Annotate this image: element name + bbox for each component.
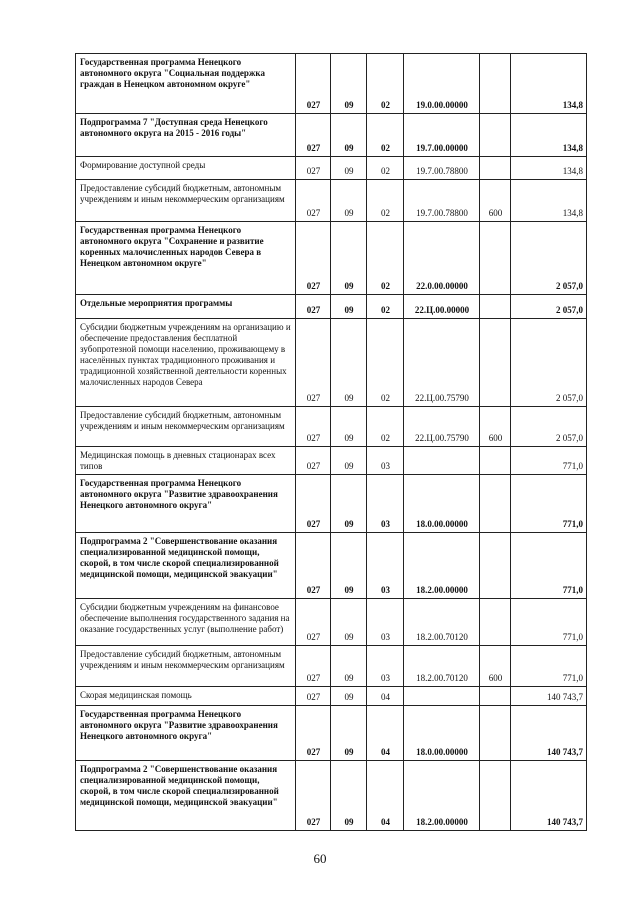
subsection-code: 02 — [367, 222, 404, 295]
ministry-code: 027 — [296, 447, 331, 475]
expense-type: 600 — [480, 180, 511, 222]
row-name: Государственная программа Ненецкого автономного округа "Сохранение и развитие коренных малочисленных народов Севера в Ненецком автономном округе" — [76, 222, 296, 295]
expense-type — [480, 475, 511, 533]
section-code: 09 — [331, 114, 367, 157]
ministry-code: 027 — [296, 533, 331, 599]
ministry-code: 027 — [296, 319, 331, 407]
target-article: 22.0.00.00000 — [404, 222, 480, 295]
ministry-code: 027 — [296, 475, 331, 533]
amount: 771,0 — [511, 475, 587, 533]
target-article — [404, 687, 480, 706]
amount: 140 743,7 — [511, 687, 587, 706]
amount: 2 057,0 — [511, 222, 587, 295]
target-article: 19.7.00.00000 — [404, 114, 480, 157]
subsection-code: 02 — [367, 180, 404, 222]
expense-type — [480, 687, 511, 706]
subsection-code: 02 — [367, 114, 404, 157]
amount: 134,8 — [511, 114, 587, 157]
ministry-code: 027 — [296, 222, 331, 295]
amount: 771,0 — [511, 599, 587, 646]
target-article: 18.2.00.00000 — [404, 533, 480, 599]
subsection-code: 03 — [367, 599, 404, 646]
expense-type — [480, 222, 511, 295]
expense-type — [480, 319, 511, 407]
target-article: 18.2.00.00000 — [404, 761, 480, 831]
row-name: Государственная программа Ненецкого автономного округа "Развитие здравоохранения Ненецкого автономного округа" — [76, 475, 296, 533]
table-row — [76, 157, 587, 180]
budget-table — [75, 53, 587, 831]
row-name: Скорая медицинская помощь — [76, 687, 296, 706]
row-name: Формирование доступной среды — [76, 157, 296, 180]
ministry-code: 027 — [296, 157, 331, 180]
ministry-code: 027 — [296, 646, 331, 687]
amount: 771,0 — [511, 533, 587, 599]
target-article: 18.0.00.00000 — [404, 475, 480, 533]
expense-type: 600 — [480, 407, 511, 447]
expense-type — [480, 157, 511, 180]
table-row — [76, 646, 587, 687]
amount: 2 057,0 — [511, 407, 587, 447]
section-code: 09 — [331, 687, 367, 706]
ministry-code: 027 — [296, 407, 331, 447]
row-name: Предоставление субсидий бюджетным, автономным учреждениям и иным некоммерческим организациям — [76, 646, 296, 687]
section-code: 09 — [331, 407, 367, 447]
table-row — [76, 706, 587, 761]
section-code: 09 — [331, 54, 367, 114]
row-name: Подпрограмма 2 "Совершенствование оказания специализированной медицинской помощи, скорой, в том числе скорой специализированной медицинской помощи, медицинской эвакуации" — [76, 533, 296, 599]
target-article: 18.2.00.70120 — [404, 646, 480, 687]
ministry-code: 027 — [296, 687, 331, 706]
section-code: 09 — [331, 157, 367, 180]
row-name: Государственная программа Ненецкого автономного округа "Развитие здравоохранения Ненецкого автономного округа" — [76, 706, 296, 761]
ministry-code: 027 — [296, 706, 331, 761]
ministry-code: 027 — [296, 599, 331, 646]
table-row — [76, 54, 587, 114]
target-article: 22.Ц.00.75790 — [404, 319, 480, 407]
table-row — [76, 475, 587, 533]
target-article — [404, 447, 480, 475]
section-code: 09 — [331, 599, 367, 646]
section-code: 09 — [331, 295, 367, 319]
table-row — [76, 533, 587, 599]
amount: 771,0 — [511, 646, 587, 687]
section-code: 09 — [331, 447, 367, 475]
row-name: Государственная программа Ненецкого автономного округа "Социальная поддержка граждан в Ненецком автономном округе" — [76, 54, 296, 114]
row-name: Подпрограмма 7 "Доступная среда Ненецкого автономного округа на 2015 - 2016 годы" — [76, 114, 296, 157]
page-number: 60 — [313, 851, 327, 866]
amount: 134,8 — [511, 180, 587, 222]
ministry-code: 027 — [296, 180, 331, 222]
section-code: 09 — [331, 706, 367, 761]
subsection-code: 02 — [367, 295, 404, 319]
expense-type — [480, 54, 511, 114]
amount: 134,8 — [511, 54, 587, 114]
expense-type — [480, 295, 511, 319]
target-article: 19.0.00.00000 — [404, 54, 480, 114]
target-article: 22.Ц.00.75790 — [404, 407, 480, 447]
target-article: 22.Ц.00.00000 — [404, 295, 480, 319]
section-code: 09 — [331, 761, 367, 831]
row-name: Медицинская помощь в дневных стационарах всех типов — [76, 447, 296, 475]
ministry-code: 027 — [296, 54, 331, 114]
subsection-code: 04 — [367, 687, 404, 706]
table-row — [76, 599, 587, 646]
table-row — [76, 447, 587, 475]
target-article: 18.0.00.00000 — [404, 706, 480, 761]
row-name: Предоставление субсидий бюджетным, автономным учреждениям и иным некоммерческим организациям — [76, 180, 296, 222]
target-article: 19.7.00.78800 — [404, 180, 480, 222]
expense-type — [480, 447, 511, 475]
amount: 2 057,0 — [511, 319, 587, 407]
subsection-code: 02 — [367, 319, 404, 407]
subsection-code: 03 — [367, 447, 404, 475]
section-code: 09 — [331, 533, 367, 599]
section-code: 09 — [331, 646, 367, 687]
section-code: 09 — [331, 319, 367, 407]
ministry-code: 027 — [296, 761, 331, 831]
subsection-code: 03 — [367, 533, 404, 599]
table-row — [76, 319, 587, 407]
row-name: Предоставление субсидий бюджетным, автономным учреждениям и иным некоммерческим организациям — [76, 407, 296, 447]
amount: 134,8 — [511, 157, 587, 180]
amount: 140 743,7 — [511, 761, 587, 831]
table-row — [76, 180, 587, 222]
target-article: 18.2.00.70120 — [404, 599, 480, 646]
amount: 140 743,7 — [511, 706, 587, 761]
expense-type — [480, 706, 511, 761]
ministry-code: 027 — [296, 114, 331, 157]
row-name: Отдельные мероприятия программы — [76, 295, 296, 319]
subsection-code: 03 — [367, 475, 404, 533]
expense-type: 600 — [480, 646, 511, 687]
subsection-code: 02 — [367, 54, 404, 114]
expense-type — [480, 599, 511, 646]
subsection-code: 02 — [367, 407, 404, 447]
table-row — [76, 761, 587, 831]
row-name: Подпрограмма 2 "Совершенствование оказания специализированной медицинской помощи, скорой, в том числе скорой специализированной медицинской помощи, медицинской эвакуации" — [76, 761, 296, 831]
subsection-code: 04 — [367, 706, 404, 761]
section-code: 09 — [331, 475, 367, 533]
row-name: Субсидии бюджетным учреждениям на организацию и обеспечение предоставления бесплатной зубопротезной помощи населению, проживающему в населённых пунктах традиционного проживания и традиционной хозяйственной деятельности коренных малочисленных народов Севера — [76, 319, 296, 407]
table-row — [76, 222, 587, 295]
table-row — [76, 114, 587, 157]
table-row — [76, 295, 587, 319]
row-name: Субсидии бюджетным учреждениям на финансовое обеспечение выполнения государственного задания на оказание государственных услуг (выполнение работ) — [76, 599, 296, 646]
amount: 2 057,0 — [511, 295, 587, 319]
target-article: 19.7.00.78800 — [404, 157, 480, 180]
section-code: 09 — [331, 180, 367, 222]
amount: 771,0 — [511, 447, 587, 475]
ministry-code: 027 — [296, 295, 331, 319]
expense-type — [480, 761, 511, 831]
subsection-code: 04 — [367, 761, 404, 831]
subsection-code: 02 — [367, 157, 404, 180]
expense-type — [480, 533, 511, 599]
subsection-code: 03 — [367, 646, 404, 687]
table-row — [76, 687, 587, 706]
expense-type — [480, 114, 511, 157]
table-row — [76, 407, 587, 447]
section-code: 09 — [331, 222, 367, 295]
